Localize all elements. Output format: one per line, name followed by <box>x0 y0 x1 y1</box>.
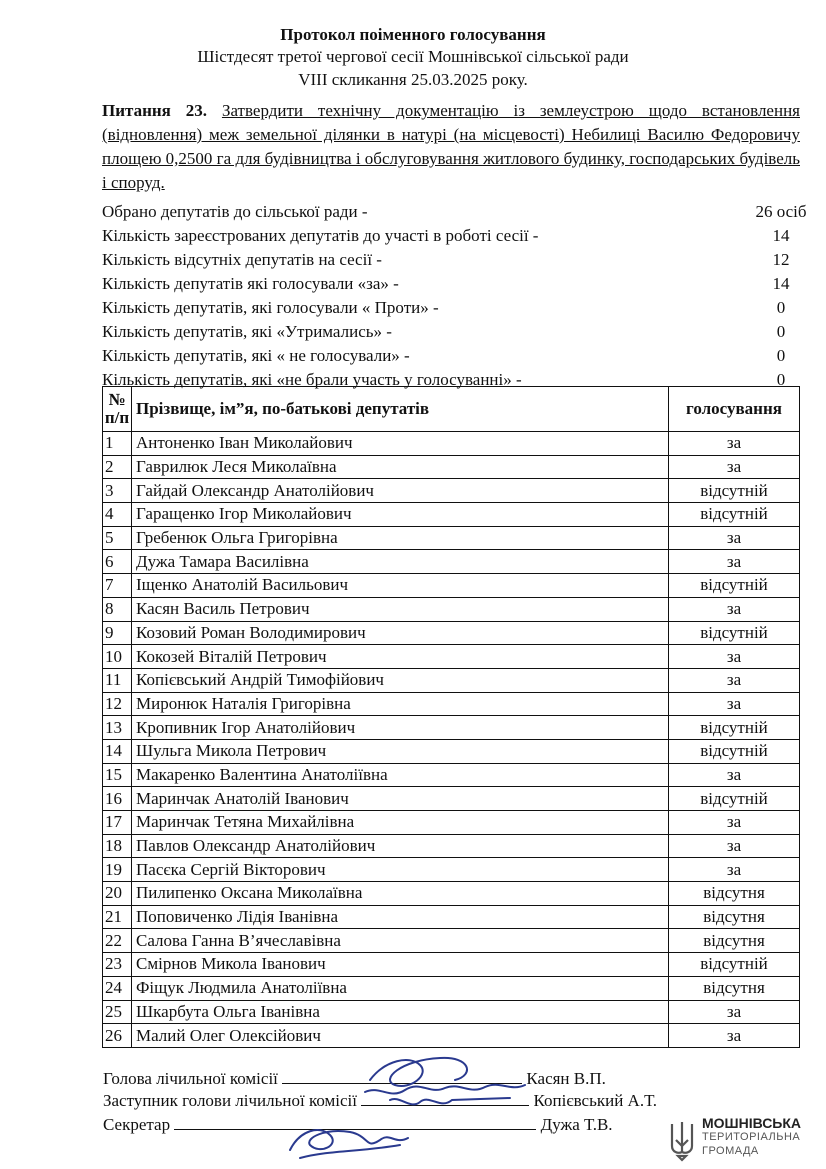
row-number: 6 <box>103 550 132 574</box>
deputy-name: Миронюк Наталія Григорівна <box>132 692 669 716</box>
vote-value: відсутній <box>669 479 800 503</box>
stat-value: 0 <box>776 346 786 365</box>
table-row <box>103 811 800 835</box>
trident-icon <box>668 1118 696 1162</box>
signature-role: Голова лічильної комісії <box>103 1069 278 1088</box>
table-row <box>103 882 800 906</box>
row-number: 13 <box>103 716 132 740</box>
vote-value: відсутній <box>669 574 800 598</box>
question-text: Затвердити технічну документацію із землеустрою щодо встановлення (відновлення) меж земельної ділянки в натурі (на місцевості) Небилиці Василю Федоровичу площею 0,2500 га для будівництва і обслуговування житлового будинку, господарських будівель і споруд. <box>102 101 800 192</box>
table-row <box>103 858 800 882</box>
vote-value: за <box>669 550 800 574</box>
header-vote: голосування <box>669 387 800 432</box>
deputy-name: Малий Олег Олексійович <box>132 1024 669 1048</box>
signature-name: Дужа Т.В. <box>540 1115 613 1134</box>
deputy-name: Гребенюк Ольга Григорівна <box>132 526 669 550</box>
deputy-name: Гаращенко Ігор Миколайович <box>132 503 669 527</box>
stat-label: Кількість депутатів, які « не голосували» - <box>102 346 410 365</box>
table-row <box>103 1000 800 1024</box>
deputy-name: Пилипенко Оксана Миколаївна <box>132 882 669 906</box>
table-row <box>103 692 800 716</box>
deputy-name: Шульга Микола Петрович <box>132 739 669 763</box>
row-number: 2 <box>103 455 132 479</box>
table-row <box>103 621 800 645</box>
vote-value: за <box>669 763 800 787</box>
row-number: 4 <box>103 503 132 527</box>
vote-value: відсутня <box>669 882 800 906</box>
table-row <box>103 645 800 669</box>
vote-value: за <box>669 597 800 621</box>
deputy-name: Кропивник Ігор Анатолійович <box>132 716 669 740</box>
deputy-name: Кокозей Віталій Петрович <box>132 645 669 669</box>
row-number: 12 <box>103 692 132 716</box>
table-row <box>103 432 800 456</box>
row-number: 11 <box>103 668 132 692</box>
vote-value: за <box>669 692 800 716</box>
question-label: Питання 23. <box>102 101 208 120</box>
deputy-name: Копієвський Андрій Тимофійович <box>132 668 669 692</box>
deputy-name: Маринчак Тетяна Михайлівна <box>132 811 669 835</box>
table-row <box>103 597 800 621</box>
vote-value: за <box>669 1000 800 1024</box>
deputy-name: Дужа Тамара Василівна <box>132 550 669 574</box>
document-title: Протокол поіменного голосування <box>280 25 546 44</box>
row-number: 10 <box>103 645 132 669</box>
vote-value: відсутня <box>669 905 800 929</box>
deputy-name: Фіщук Людмила Анатоліївна <box>132 976 669 1000</box>
stat-value: 14 <box>772 226 790 245</box>
row-number: 17 <box>103 811 132 835</box>
vote-value: відсутній <box>669 621 800 645</box>
table-row <box>103 503 800 527</box>
stat-row <box>102 224 802 248</box>
deputy-name: Шкарбута Ольга Іванівна <box>132 1000 669 1024</box>
stat-label: Обрано депутатів до сільської ради - <box>102 202 368 221</box>
stat-row <box>102 320 802 344</box>
deputy-name: Антоненко Іван Миколайович <box>132 432 669 456</box>
row-number: 20 <box>103 882 132 906</box>
stat-row <box>102 344 802 368</box>
stat-label: Кількість депутатів, які «не брали участь у голосуванні» - <box>102 370 522 389</box>
vote-value: за <box>669 811 800 835</box>
stat-label: Кількість депутатів, які голосували « Проти» - <box>102 298 439 317</box>
deputy-name: Смірнов Микола Іванович <box>132 953 669 977</box>
table-row <box>103 953 800 977</box>
stat-row <box>102 272 802 296</box>
vote-value: відсутній <box>669 953 800 977</box>
stat-value: 0 <box>776 370 786 389</box>
table-header-row <box>103 387 800 432</box>
vote-value: відсутня <box>669 976 800 1000</box>
stat-value: 0 <box>776 298 786 317</box>
stat-value: 0 <box>776 322 786 341</box>
table-row <box>103 834 800 858</box>
signature-name: Касян В.П. <box>526 1069 606 1088</box>
table-row <box>103 716 800 740</box>
deputy-name: Гайдай Олександр Анатолійович <box>132 479 669 503</box>
vote-value: відсутній <box>669 716 800 740</box>
logo-line-3: ГРОМАДА <box>702 1145 759 1157</box>
vote-value: відсутня <box>669 929 800 953</box>
row-number: 8 <box>103 597 132 621</box>
stat-row <box>102 248 802 272</box>
header-name: Прізвище, ім”я, по-батькові депутатів <box>132 387 669 432</box>
vote-value: за <box>669 1024 800 1048</box>
row-number: 25 <box>103 1000 132 1024</box>
row-number: 19 <box>103 858 132 882</box>
logo-line-2: ТЕРИТОРІАЛЬНА <box>702 1131 801 1143</box>
deputy-name: Іщенко Анатолій Васильович <box>132 574 669 598</box>
stat-label: Кількість зареєстрованих депутатів до участі в роботі сесії - <box>102 226 539 245</box>
table-row <box>103 739 800 763</box>
row-number: 5 <box>103 526 132 550</box>
stat-value: 26 осіб <box>755 202 807 221</box>
stat-label: Кількість депутатів, які «Утримались» - <box>102 322 392 341</box>
signature-name: Копієвський А.Т. <box>533 1091 658 1110</box>
vote-statistics <box>102 200 807 392</box>
stat-label: Кількість відсутніх депутатів на сесії - <box>102 250 382 269</box>
table-row <box>103 455 800 479</box>
vote-value: за <box>669 668 800 692</box>
deputy-name: Макаренко Валентина Анатоліївна <box>132 763 669 787</box>
row-number: 9 <box>103 621 132 645</box>
vote-value: відсутній <box>669 739 800 763</box>
community-logo <box>668 1116 818 1164</box>
row-number: 21 <box>103 905 132 929</box>
row-number: 23 <box>103 953 132 977</box>
row-number: 3 <box>103 479 132 503</box>
stat-row <box>102 296 802 320</box>
vote-value: за <box>669 455 800 479</box>
vote-value: за <box>669 858 800 882</box>
row-number: 15 <box>103 763 132 787</box>
row-number: 14 <box>103 739 132 763</box>
question-block <box>102 99 800 195</box>
deputy-name: Павлов Олександр Анатолійович <box>132 834 669 858</box>
vote-value: за <box>669 834 800 858</box>
table-row <box>103 550 800 574</box>
row-number: 16 <box>103 787 132 811</box>
convocation-line: VIII скликання 25.03.2025 року. <box>298 70 528 89</box>
vote-value: відсутній <box>669 787 800 811</box>
deputy-name: Поповиченко Лідія Іванівна <box>132 905 669 929</box>
deputy-name: Салова Ганна В’ячеславівна <box>132 929 669 953</box>
deputy-name: Гаврилюк Леся Миколаївна <box>132 455 669 479</box>
table-row <box>103 574 800 598</box>
table-row <box>103 929 800 953</box>
vote-value: за <box>669 645 800 669</box>
signature-role: Секретар <box>103 1115 171 1134</box>
signature-role: Заступник голови лічильної комісії <box>103 1091 358 1110</box>
logo-line-1: МОШНІВСЬКА <box>702 1115 802 1131</box>
header-number: № п/п <box>103 387 132 432</box>
deputy-name: Касян Василь Петрович <box>132 597 669 621</box>
table-row <box>103 976 800 1000</box>
table-row <box>103 526 800 550</box>
row-number: 1 <box>103 432 132 456</box>
table-row <box>103 668 800 692</box>
stat-value: 12 <box>772 250 790 269</box>
row-number: 7 <box>103 574 132 598</box>
deputy-name: Маринчак Анатолій Іванович <box>132 787 669 811</box>
table-row <box>103 763 800 787</box>
table-row <box>103 905 800 929</box>
vote-value: за <box>669 526 800 550</box>
stat-row <box>102 200 807 224</box>
handwritten-signatures <box>270 1040 560 1165</box>
vote-value: за <box>669 432 800 456</box>
table-row <box>103 479 800 503</box>
vote-table <box>102 386 800 1048</box>
row-number: 24 <box>103 976 132 1000</box>
deputy-name: Козовий Роман Володимирович <box>132 621 669 645</box>
vote-value: відсутній <box>669 503 800 527</box>
session-line: Шістдесят третої чергової сесії Мошнівської сільської ради <box>197 47 629 66</box>
row-number: 18 <box>103 834 132 858</box>
stat-label: Кількість депутатів які голосували «за» - <box>102 274 399 293</box>
row-number: 26 <box>103 1024 132 1048</box>
row-number: 22 <box>103 929 132 953</box>
stat-value: 14 <box>772 274 790 293</box>
deputy-name: Пасєка Сергій Вікторович <box>132 858 669 882</box>
table-row <box>103 787 800 811</box>
